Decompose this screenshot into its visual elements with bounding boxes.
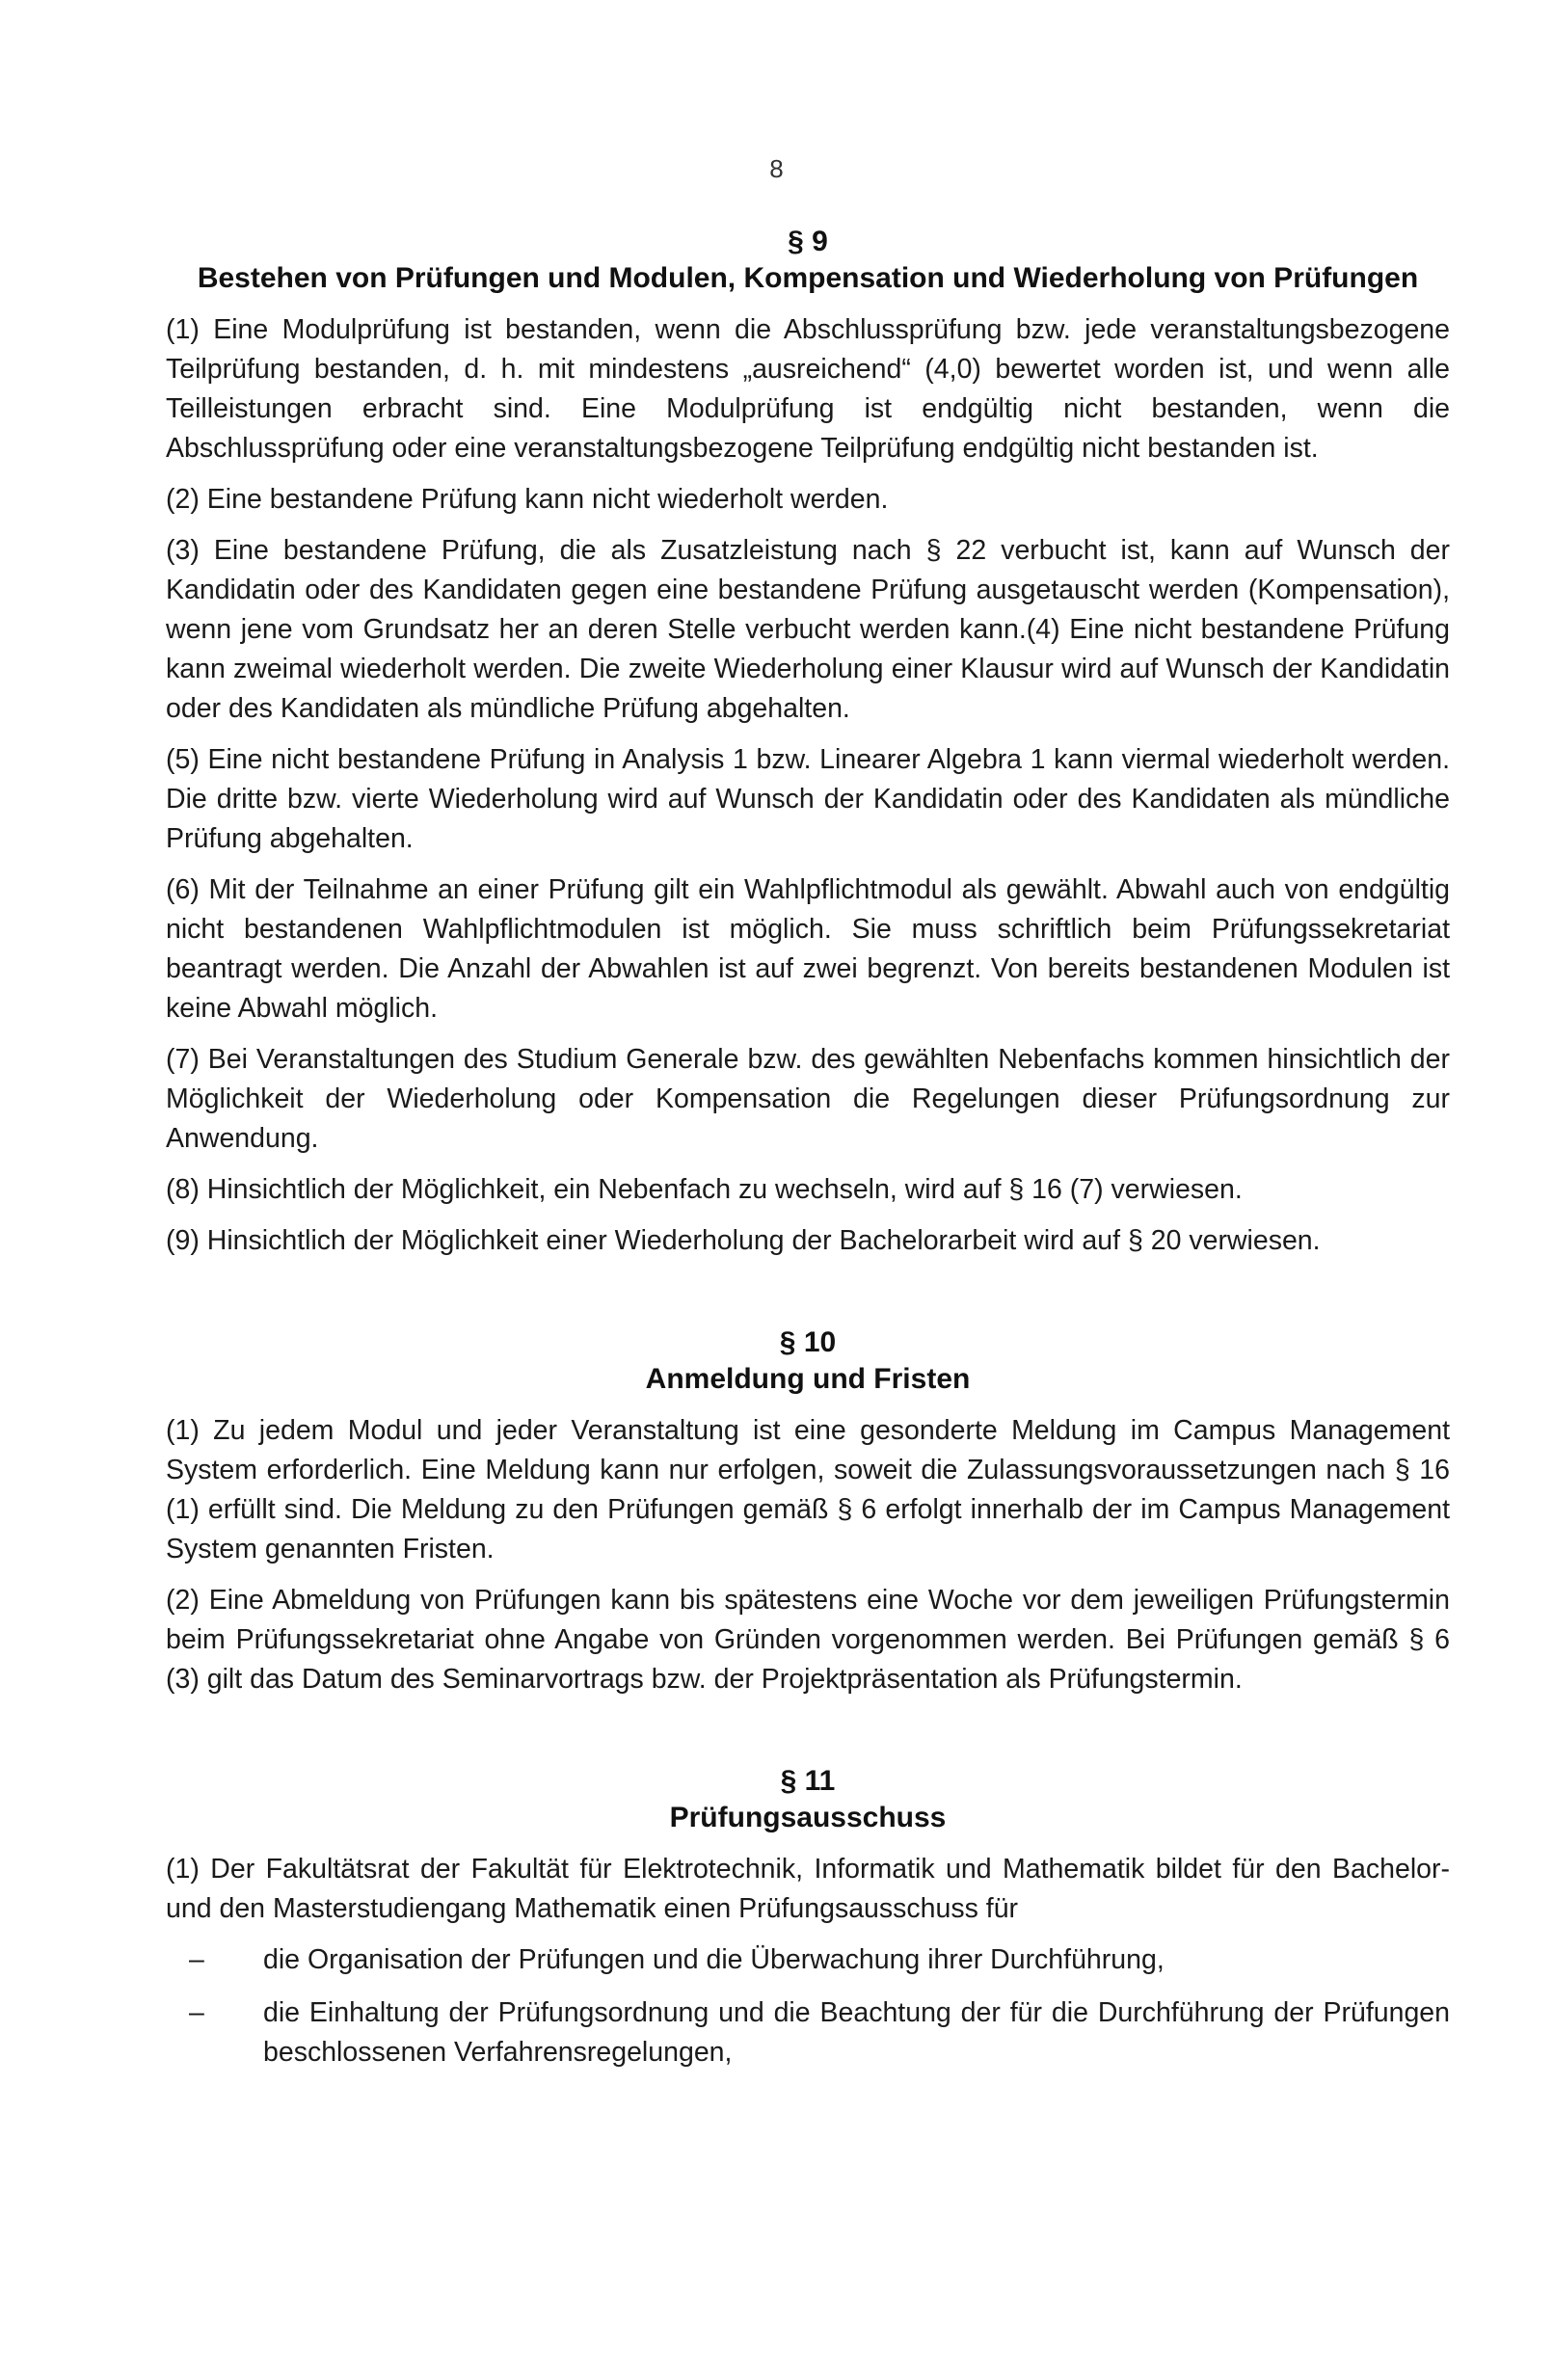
section-10: [166, 1324, 1450, 1699]
paragraph: (1) Eine Modulprüfung ist bestanden, wenn die Abschlussprüfung bzw. jede veranstaltungsbezogene Teilprüfung bestanden, d. h. mit mindestens „ausreichend“ (4,0) bewertet worden ist, und wenn alle Teilleistungen erbracht sind. Eine Modulprüfung ist endgültig nicht bestanden, wenn die Abschlussprüfung oder eine veranstaltungsbezogene Teilprüfung endgültig nicht bestanden ist.: [166, 314, 1450, 464]
dash-marker: –: [189, 1944, 204, 1975]
paragraph: (6) Mit der Teilnahme an einer Prüfung gilt ein Wahlpflichtmodul als gewählt. Abwahl auch von endgültig nicht bestandenen Wahlpflichtmodulen ist möglich. Sie muss schriftlich beim Prüfungssekretariat beantragt werden. Die Anzahl der Abwahlen ist auf zwei begrenzt. Von bereits bestandenen Modulen ist keine Abwahl möglich.: [166, 874, 1450, 1024]
section-number: § 9: [788, 226, 828, 257]
paragraph: (5) Eine nicht bestandene Prüfung in Analysis 1 bzw. Linearer Algebra 1 kann viermal wiederholt werden. Die dritte bzw. vierte Wiederholung wird auf Wunsch der Kandidatin oder des Kandidaten als mündliche Prüfung abgehalten.: [166, 744, 1450, 854]
paragraph: (2) Eine bestandene Prüfung kann nicht wiederholt werden.: [166, 484, 889, 515]
paragraph: (1) Zu jedem Modul und jeder Veranstaltung ist eine gesonderte Meldung im Campus Management System erforderlich. Eine Meldung kann nur erfolgen, soweit die Zulassungsvoraussetzungen nach § 16 (1) erfüllt sind. Die Meldung zu den Prüfungen gemäß § 6 erfolgt innerhalb der im Campus Management System genannten Fristen.: [166, 1415, 1450, 1564]
list-item: [166, 1940, 1450, 1980]
section-title: Bestehen von Prüfungen und Modulen, Kompensation und Wiederholung von Prüfungen: [197, 262, 1419, 294]
paragraph: (2) Eine Abmeldung von Prüfungen kann bis spätestens eine Woche vor dem jeweiligen Prüfungstermin beim Prüfungssekretariat ohne Angabe von Gründen vorgenommen werden. Bei Prüfungen gemäß § 6 (3) gilt das Datum des Seminarvortrags bzw. der Projektpräsentation als Prüfungstermin.: [166, 1585, 1450, 1695]
section-number: § 10: [779, 1326, 837, 1358]
list-item-text: die Einhaltung der Prüfungsordnung und die Beachtung der für die Durchführung der Prüfungen beschlossenen Verfahrensregelungen,: [263, 1997, 1450, 2068]
section-title: Anmeldung und Fristen: [645, 1363, 971, 1395]
dash-marker: –: [189, 1997, 204, 2028]
paragraph: (9) Hinsichtlich der Möglichkeit einer Wiederholung der Bachelorarbeit wird auf § 20 verwiesen.: [166, 1225, 1321, 1256]
paragraph: (7) Bei Veranstaltungen des Studium Generale bzw. des gewählten Nebenfachs kommen hinsichtlich der Möglichkeit der Wiederholung oder Kompensation die Regelungen dieser Prüfungsordnung zur Anwendung.: [166, 1044, 1450, 1154]
paragraph: (3) Eine bestandene Prüfung, die als Zusatzleistung nach § 22 verbucht ist, kann auf Wunsch der Kandidatin oder des Kandidaten gegen eine bestandene Prüfung ausgetauscht werden (Kompensation), wenn jene vom Grundsatz her an deren Stelle verbucht werden kann.(4) Eine nicht bestandene Prüfung kann zweimal wiederholt werden. Die zweite Wiederholung einer Klausur wird auf Wunsch der Kandidatin oder des Kandidaten als mündliche Prüfung abgehalten.: [166, 535, 1450, 724]
section-9: [166, 224, 1450, 1261]
document-body: [166, 224, 1450, 2086]
section-11: [166, 1763, 1450, 2072]
page-number: 8: [769, 154, 784, 183]
paragraph: (1) Der Fakultätsrat der Fakultät für Elektrotechnik, Informatik und Mathematik bildet für den Bachelor- und den Masterstudiengang Mathematik einen Prüfungsausschuss für: [166, 1854, 1450, 1924]
section-title: Prüfungsausschuss: [669, 1802, 947, 1833]
bullet-list: [166, 1940, 1450, 2072]
list-item: [166, 1993, 1450, 2072]
paragraph: (8) Hinsichtlich der Möglichkeit, ein Nebenfach zu wechseln, wird auf § 16 (7) verwiesen.: [166, 1174, 1243, 1205]
list-item-text: die Organisation der Prüfungen und die Überwachung ihrer Durchführung,: [263, 1944, 1165, 1975]
section-number: § 11: [780, 1765, 836, 1797]
